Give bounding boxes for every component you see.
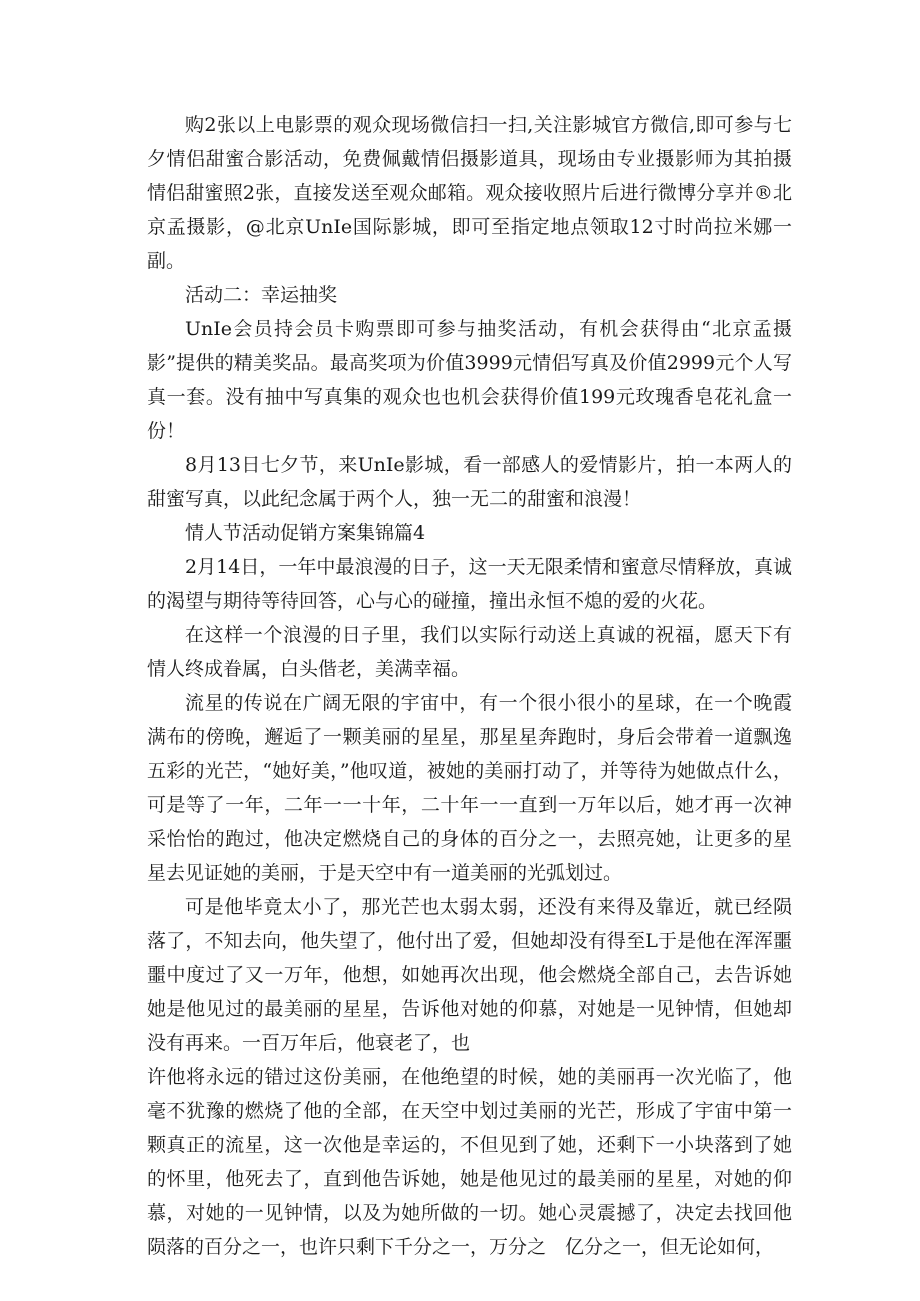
document-page [147, 108, 792, 1264]
paragraph-6: 2月14日，一年中最浪漫的日子，这一天无限柔情和蜜意尽情释放，真诚的渴望与期待等待回答，心与心的碰撞，撞出永恒不熄的爱的火花。 [147, 556, 792, 612]
paragraph-10: 许他将永远的错过这份美丽，在他绝望的时候，她的美丽再一次光临了，他毫不犹豫的燃烧了他的全部，在天空中划过美丽的光芒，形成了宇宙中第一颗真正的流星，这一次他是幸运的，不但见到了她，还剩下一小块落到了她的怀里，他死去了，直到他告诉她，她是他见过的最美丽的星星，对她的仰慕，对她的一见钟情，以及为她所做的一切。她心灵震撼了，决定去找回他陨落的百分之一，也许只剩下千分之一，万分之 亿分之一，但无论如何， [147, 1066, 792, 1258]
paragraph-1: 购2张以上电影票的观众现场微信扫一扫,关注影城官方微信,即可参与七夕情侣甜蜜合影活动，免费佩戴情侣摄影道具，现场由专业摄影师为其拍摄情侣甜蜜照2张，直接发送至观众邮箱。观众接收照片后进行微博分享并®北京孟摄影，@北京UnIe国际影城，即可至指定地点领取12寸时尚拉米娜一副。 [147, 114, 792, 272]
paragraph-3: UnIe会员持会员卡购票即可参与抽奖活动，有机会获得由“北京孟摄影”提供的精美奖品。最高奖项为价值3999元情侣写真及价值2999元个人写真一套。没有抽中写真集的观众也也机会获得价值199元玫瑰香皂花礼盒一份！ [147, 318, 792, 442]
section-heading-part-4: 情人节活动促销方案集锦篇4 [185, 522, 426, 544]
paragraph-4: 8月13日七夕节，来UnIe影城，看一部感人的爱情影片，拍一本两人的甜蜜写真，以此纪念属于两个人，独一无二的甜蜜和浪漫！ [147, 454, 792, 510]
section-heading-activity-two: 活动二：幸运抽奖 [185, 284, 338, 306]
paragraph-8: 流星的传说在广阔无限的宇宙中，有一个很小很小的星球，在一个晚霞满布的傍晚，邂逅了一颗美丽的星星，那星星奔跑时，身后会带着一道飘逸五彩的光芒，“她好美，”他叹道，被她的美丽打动了，并等待为她做点什么，可是等了一年，二年一一十年，二十年一一直到一万年以后，她才再一次神采怡怡的跑过，他决定燃烧自己的身体的百分之一，去照亮她，让更多的星星去见证她的美丽，于是天空中有一道美丽的光弧划过。 [147, 692, 792, 884]
paragraph-7: 在这样一个浪漫的日子里，我们以实际行动送上真诚的祝福，愿天下有情人终成眷属，白头偕老，美满幸福。 [147, 624, 792, 680]
paragraph-9: 可是他毕竟太小了，那光芒也太弱太弱，还没有来得及靠近，就已经陨落了，不知去向，他失望了，他付出了爱，但她却没有得至L于是他在浑浑噩噩中度过了又一万年，他想，如她再次出现，他会燃烧全部自己，去告诉她她是他见过的最美丽的星星，告诉他对她的仰慕，对她是一见钟情，但她却没有再来。一百万年后，他衰老了，也 [147, 896, 792, 1054]
